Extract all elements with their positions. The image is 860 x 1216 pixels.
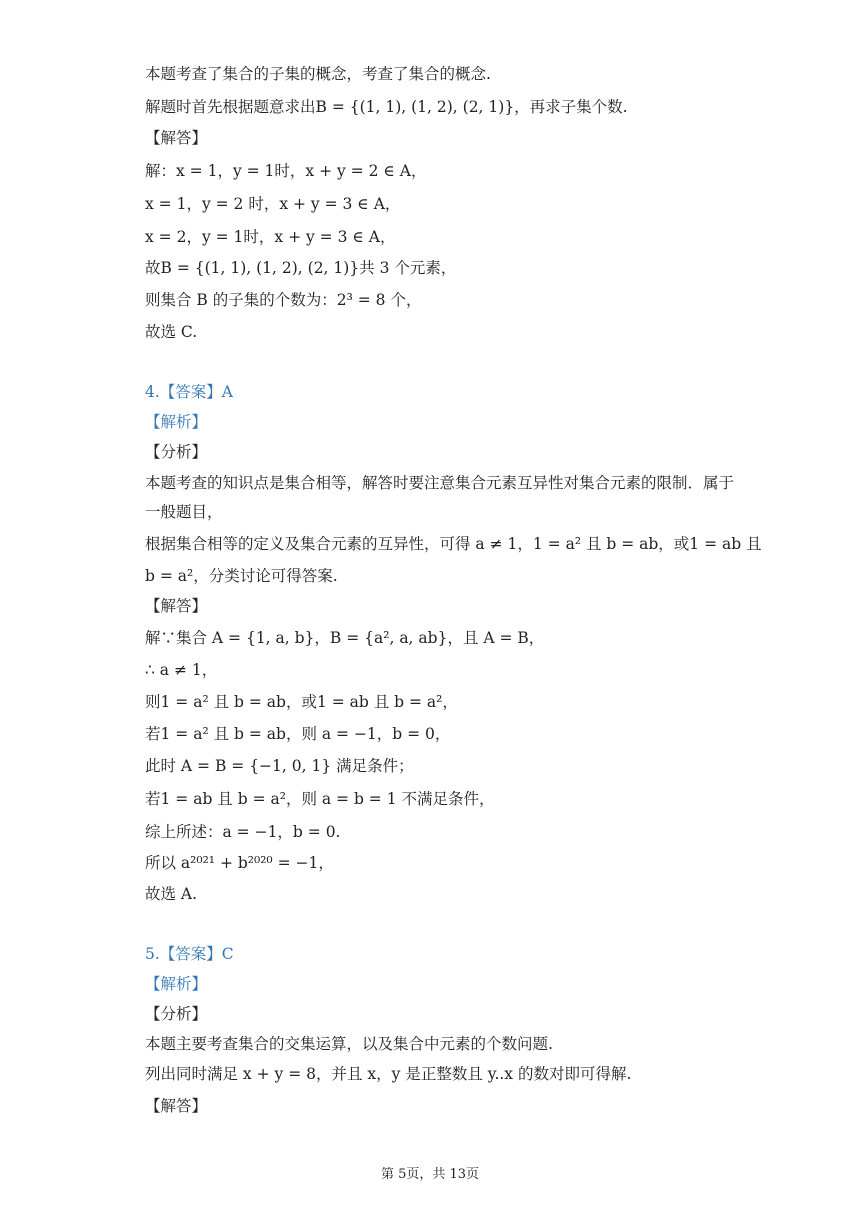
text-line: 故B = {(1, 1), (1, 2), (2, 1)}共 3 个元素，: [145, 259, 457, 277]
section-label-answer: 【解答】: [145, 597, 208, 615]
section-label-answer: 【解答】: [145, 129, 208, 147]
text-line: 列出同时满足 x + y = 8，并且 x，y 是正整数且 y..x 的数对即可得解.: [145, 1065, 632, 1083]
text-line: ∴ a ≠ 1，: [145, 661, 218, 679]
text-line: x = 2，y = 1时，x + y = 3 ∈ A，: [145, 228, 396, 246]
text-line: 故选 A.: [145, 885, 198, 903]
text-line: 解题时首先根据题意求出B = {(1, 1), (1, 2), (2, 1)}，再求子集个数.: [145, 98, 628, 116]
answer-label: 【答案】C: [159, 945, 234, 963]
section-label-analysis: 【解析】: [145, 975, 208, 993]
text-line: 则集合 B 的子集的个数为：2³ = 8 个，: [145, 291, 422, 309]
question-header-4: [145, 382, 233, 402]
text-line: 若1 = ab 且 b = a²，则 a = b = 1 不满足条件，: [145, 790, 495, 808]
text-line: b = a²，分类讨论可得答案.: [145, 567, 338, 585]
question-number: 5.: [145, 945, 160, 963]
page-footer: 第 5页，共 13页: [380, 1167, 480, 1182]
section-label-fenxi: 【分析】: [145, 443, 208, 461]
question-number: 4.: [145, 383, 160, 401]
text-line: x = 1，y = 2 时，x + y = 3 ∈ A，: [145, 195, 401, 213]
answer-label: 【答案】A: [159, 383, 233, 401]
text-line: 则1 = a² 且 b = ab，或1 = ab 且 b = a²，: [145, 693, 458, 711]
text-line: 若1 = a² 且 b = ab，则 a = −1，b = 0，: [145, 725, 451, 743]
text-line: 此时 A = B = {−1, 0, 1} 满足条件；: [145, 757, 414, 775]
text-line: 本题主要考查集合的交集运算，以及集合中元素的个数问题.: [145, 1035, 553, 1053]
text-line: 一般题目，: [145, 503, 223, 521]
text-line: 根据集合相等的定义及集合元素的互异性，可得 a ≠ 1，1 = a² 且 b = ab，或1 = ab 且: [145, 535, 762, 553]
section-label-fenxi: 【分析】: [145, 1005, 208, 1023]
text-line: 解∵集合 A = {1, a, b}，B = {a², a, ab}，且 A = B，: [145, 629, 545, 647]
text-line: 本题考查了集合的子集的概念，考查了集合的概念.: [145, 65, 491, 83]
text-line: 本题考查的知识点是集合相等，解答时要注意集合元素互异性对集合元素的限制．属于: [145, 474, 735, 492]
section-label-analysis: 【解析】: [145, 413, 208, 431]
question-header-5: [145, 944, 234, 964]
text-line: 故选 C.: [145, 323, 198, 341]
text-line: 解：x = 1，y = 1时，x + y = 2 ∈ A，: [145, 162, 427, 180]
text-line: 综上所述：a = −1，b = 0.: [145, 823, 341, 841]
text-line: 所以 a²⁰²¹ + b²⁰²⁰ = −1，: [145, 854, 334, 872]
section-label-answer: 【解答】: [145, 1097, 208, 1115]
